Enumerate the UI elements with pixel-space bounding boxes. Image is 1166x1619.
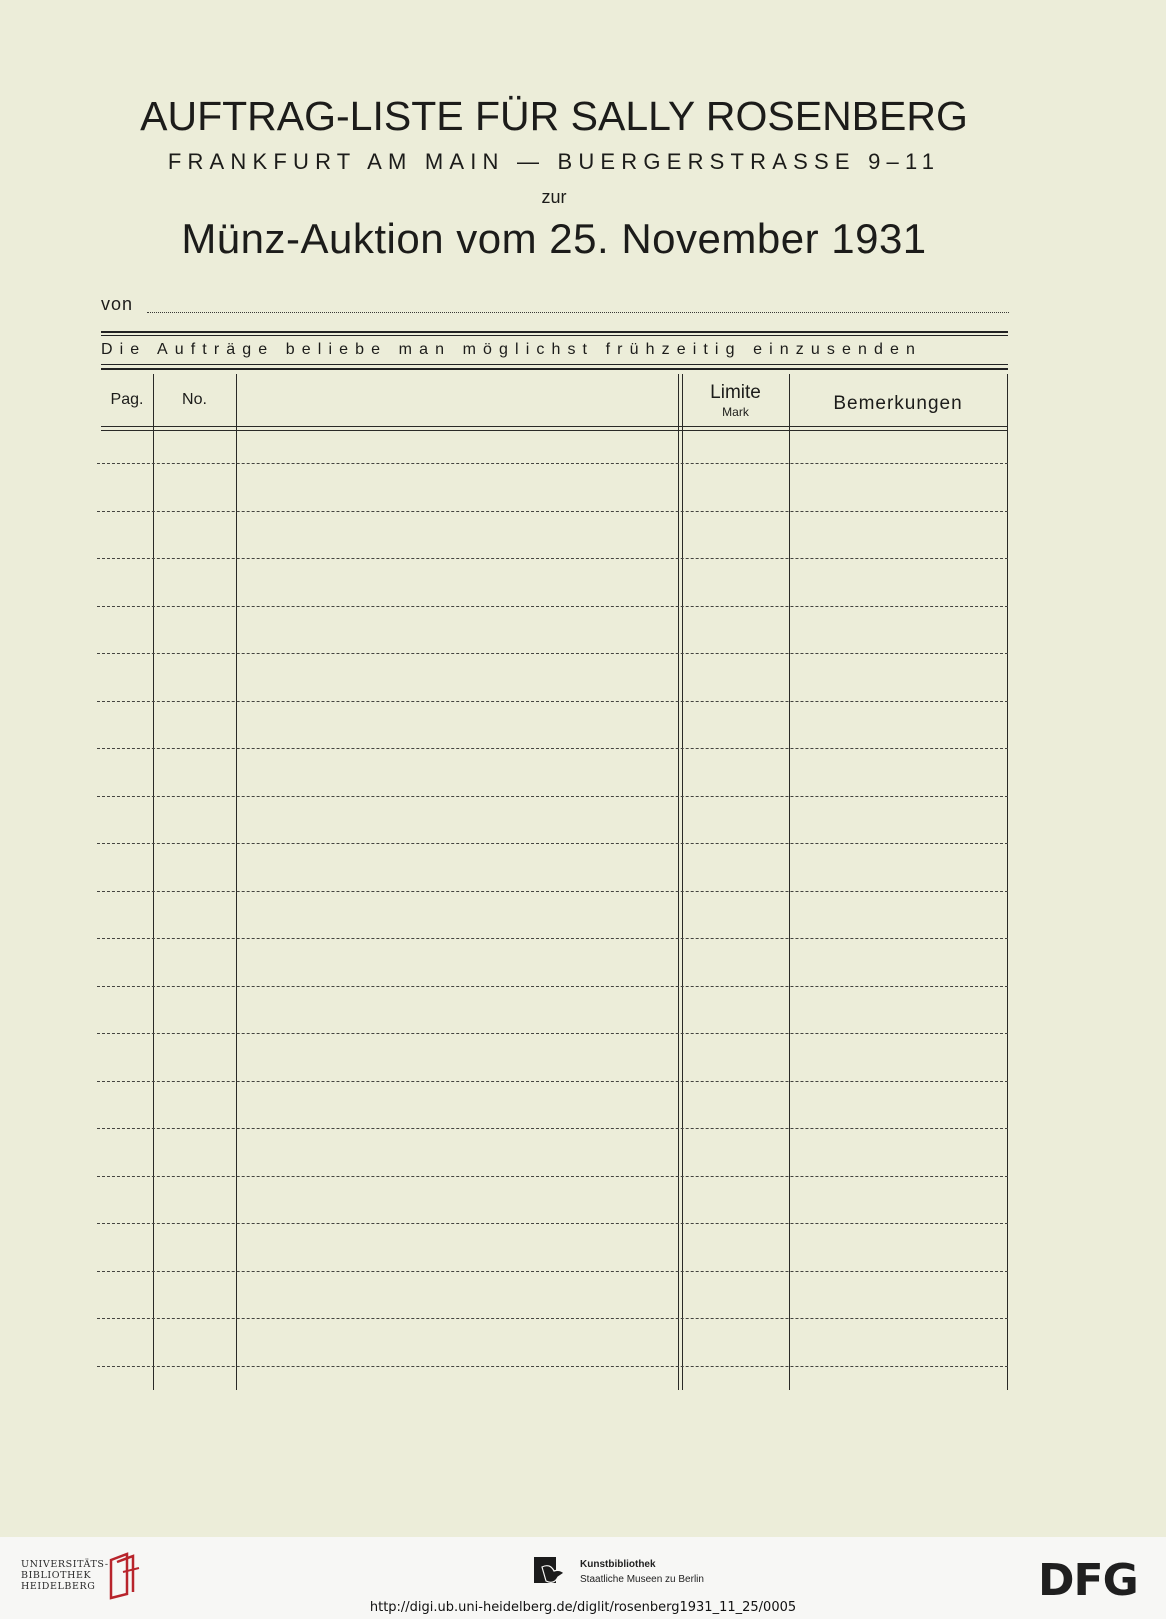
table-row-line[interactable] <box>97 606 1008 607</box>
col-divider-pag <box>153 374 154 1390</box>
table-row-line[interactable] <box>97 986 1008 987</box>
col-divider-desc-b <box>682 374 683 1390</box>
rule-top-2 <box>101 335 1008 336</box>
header-rule-2 <box>101 430 1008 431</box>
header-no: No. <box>182 391 207 408</box>
table-row-line[interactable] <box>97 891 1008 892</box>
col-divider-right <box>1007 374 1008 1390</box>
col-divider-no <box>236 374 237 1390</box>
kunstbibliothek-text: Kunstbibliothek Staatliche Museen zu Berlin <box>580 1559 704 1585</box>
header-rule-1 <box>101 426 1008 427</box>
table-row-line[interactable] <box>97 1128 1008 1129</box>
table-row-line[interactable] <box>97 463 1008 464</box>
table-row-line[interactable] <box>97 1318 1008 1319</box>
table-row-line[interactable] <box>97 1366 1008 1367</box>
header-limite: Limite <box>710 382 761 403</box>
rule-bottom-1 <box>101 364 1008 365</box>
university-library-name: UNIVERSITÄTS- BIBLIOTHEK HEIDELBERG <box>21 1559 109 1592</box>
footer-bar <box>0 1537 1166 1619</box>
col-divider-limite <box>789 374 790 1390</box>
from-dotted-line <box>147 312 1009 313</box>
page-title: AUFTRAG-LISTE FÜR SALLY ROSENBERG <box>140 93 968 139</box>
table-row-line[interactable] <box>97 1033 1008 1034</box>
rule-bottom-2 <box>101 368 1008 370</box>
table-row-line[interactable] <box>97 653 1008 654</box>
dfg-logo: DFG <box>1038 1555 1138 1606</box>
table-row-line[interactable] <box>97 1271 1008 1272</box>
table-row-line[interactable] <box>97 1223 1008 1224</box>
col-divider-desc-a <box>678 374 679 1390</box>
table-row-line[interactable] <box>97 843 1008 844</box>
from-label: von <box>101 294 134 314</box>
notice-text: Die Aufträge beliebe man möglichst frühzeitig einzusenden <box>101 341 922 358</box>
table-row-line[interactable] <box>97 558 1008 559</box>
table-row-line[interactable] <box>97 1176 1008 1177</box>
address-line: FRANKFURT AM MAIN — BUERGERSTRASSE 9–11 <box>167 149 941 174</box>
header-pag: Pag. <box>110 391 144 408</box>
university-library-logo-icon <box>105 1550 141 1600</box>
table-row-line[interactable] <box>97 511 1008 512</box>
rule-top-1 <box>101 331 1008 333</box>
header-limite-unit: Mark <box>722 405 749 419</box>
header-bemerkungen: Bemerkungen <box>833 393 963 414</box>
table-row-line[interactable] <box>97 938 1008 939</box>
auction-title: Münz-Auktion vom 25. November 1931 <box>181 215 927 262</box>
order-table <box>101 374 1008 1390</box>
from-field[interactable] <box>101 294 1009 318</box>
table-row-line[interactable] <box>97 748 1008 749</box>
connector-word: zur <box>541 187 567 207</box>
table-row-line[interactable] <box>97 796 1008 797</box>
kunstbibliothek-logo-icon <box>534 1557 570 1587</box>
table-row-line[interactable] <box>97 1081 1008 1082</box>
table-row-line[interactable] <box>97 701 1008 702</box>
permalink-url[interactable]: http://digi.ub.uni-heidelberg.de/diglit/rosenberg1931_11_25/0005 <box>369 1600 797 1615</box>
